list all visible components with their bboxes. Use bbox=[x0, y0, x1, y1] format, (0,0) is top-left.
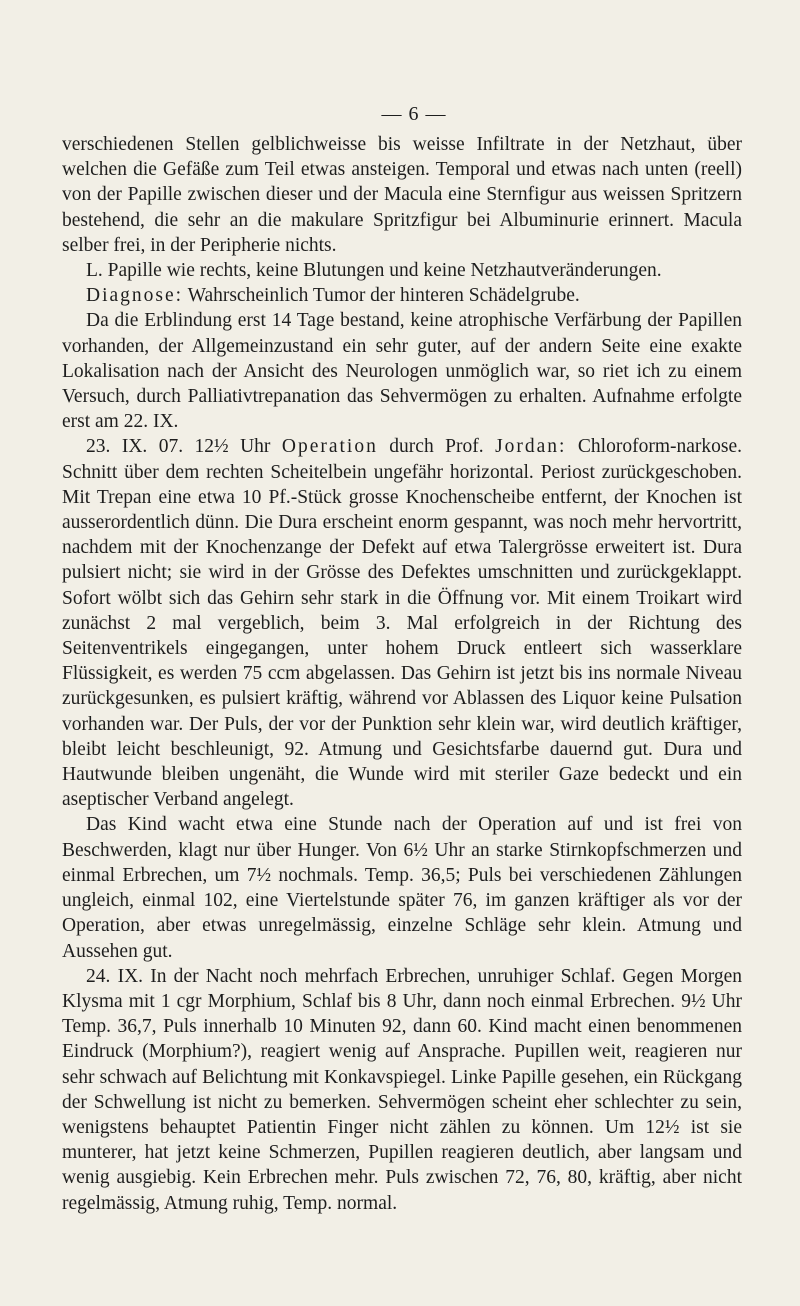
paragraph-findings-text: verschiedenen Stellen gelblichweisse bis weisse Infiltrate in der Netzhaut, über welchen die Gefäße zum Teil etwas ansteigen. Temporal und etwas nach unten (reell) von der Papille zwischen dieser und der Macula eine Sternfigur aus weissen Spritzern bestehend, die sehr an die makulare Spritzfigur bei Albuminurie erinnert. Macula selber frei, in der Peripherie nichts. bbox=[62, 134, 742, 256]
operation-label: Operation bbox=[281, 436, 378, 458]
paragraph-day-24-text: 24. IX. In der Nacht noch mehrfach Erbrechen, unruhiger Schlaf. Gegen Morgen Klysma mit 1 cgr Morphium, Schlaf bis 8 Uhr, dann noch einmal Erbrechen. 9½ Uhr Temp. 36,7, Puls innerhalb 10 Minuten 92, dann 60. Kind macht einen benommenen Eindruck (Morphium?), reagiert wenig auf Ansprache. Pupillen weit, reagieren nur sehr schwach auf Belichtung mit Konkavspiegel. Linke Papille gesehen, ein Rückgang der Schwellung ist nicht zu bemerken. Sehvermögen scheint eher schlechter zu sein, wenigstens behauptet Patientin Finger nicht zählen zu können. Um 12½ ist sie munterer, hat jetzt keine Schmerzen, Pupillen reagieren deutlich, aber langsam und wenig ausgiebig. Kein Erbrechen mehr. Puls zwischen 72, 76, 80, kräftig, aber nicht regelmässig, Atmung ruhig, Temp. normal. bbox=[62, 965, 742, 1214]
diagnosis-label: Diagnose: bbox=[86, 285, 184, 307]
paragraph-findings bbox=[62, 132, 742, 258]
paragraph-postoperative-text: Das Kind wacht etwa eine Stunde nach der Operation auf und ist frei von Beschwerden, klagt nur über Hunger. Von 6½ Uhr an starke Stirnkopfschmerzen und einmal Erbrechen, um 7½ nochmals. Temp. 36,5; Puls bei verschiedenen Zählungen ungleich, einmal 102, eine Viertelstunde später 76, im ganzen kräftiger als vor der Operation, aber etwas unregelmässig, einzelne Schläge sehr klein. Atmung und Aussehen gut. bbox=[62, 814, 742, 962]
paragraph-operation bbox=[62, 434, 742, 812]
paragraph-diagnosis bbox=[62, 283, 742, 308]
diagnosis-text: Wahrscheinlich Tumor der hinteren Schädelgrube. bbox=[183, 285, 580, 307]
body-text bbox=[62, 132, 742, 1216]
paragraph-left-papilla bbox=[62, 258, 742, 283]
paragraph-day-24 bbox=[62, 964, 742, 1216]
paragraph-left-papilla-text: L. Papille wie rechts, keine Blutungen und keine Netzhautveränderungen. bbox=[86, 260, 662, 282]
surgeon-name: Jordan: bbox=[495, 436, 567, 458]
operation-mid: durch Prof. bbox=[377, 436, 496, 458]
operation-text: Chloroform-narkose. Schnitt über dem rechten Scheitelbein ungefähr horizontal. Periost zurückgeschoben. Mit Trepan eine etwa 10 Pf.-Stück grosse Knochenscheibe entfernt, der Knochen ist ausserordentlich dünn. Die Dura erscheint enorm gespannt, was noch mehr hervortritt, nachdem mit der Knochenzange der Defekt auf etwa Talergrösse erweitert ist. Dura pulsiert nicht; sie wird in der Grösse des Defektes umschnitten und zurückgeklappt. Sofort wölbt sich das Gehirn sehr stark in die Öffnung vor. Mit einem Troikart wird zunächst 2 mal vergeblich, beim 3. Mal erfolgreich in der Richtung des Seitenventrikels eingegangen, unter hohem Druck entleert sich wasserklare Flüssigkeit, es werden 75 ccm abgelassen. Das Gehirn ist jetzt bis ins normale Niveau zurückgesunken, es pulsiert kräftig, während vor Ablassen des Liquor keine Pulsation vorhanden war. Der Puls, der vor der Punktion sehr klein war, wird deutlich kräftiger, bleibt leicht beschleunigt, 92. Atmung und Gesichtsfarbe dauernd gut. Dura und Hautwunde bleiben ungenäht, die Wunde wird mit steriler Gaze bedeckt und ein aseptischer Verband angelegt. bbox=[62, 436, 742, 811]
paragraph-indication-text: Da die Erblindung erst 14 Tage bestand, keine atrophische Verfärbung der Papillen vorhanden, der Allgemeinzustand ein sehr guter, auf der andern Seite eine exakte Lokalisation nach der Ansicht des Neurologen unmöglich war, so riet ich zu einem Versuch, durch Palliativtrepanation das Sehvermögen zu erhalten. Aufnahme erfolgte erst am 22. IX. bbox=[62, 310, 742, 433]
page-number: — 6 — bbox=[381, 103, 447, 125]
paragraph-postoperative bbox=[62, 812, 742, 963]
operation-date: 23. IX. 07. 12½ Uhr bbox=[86, 436, 282, 458]
paragraph-indication bbox=[62, 308, 742, 434]
